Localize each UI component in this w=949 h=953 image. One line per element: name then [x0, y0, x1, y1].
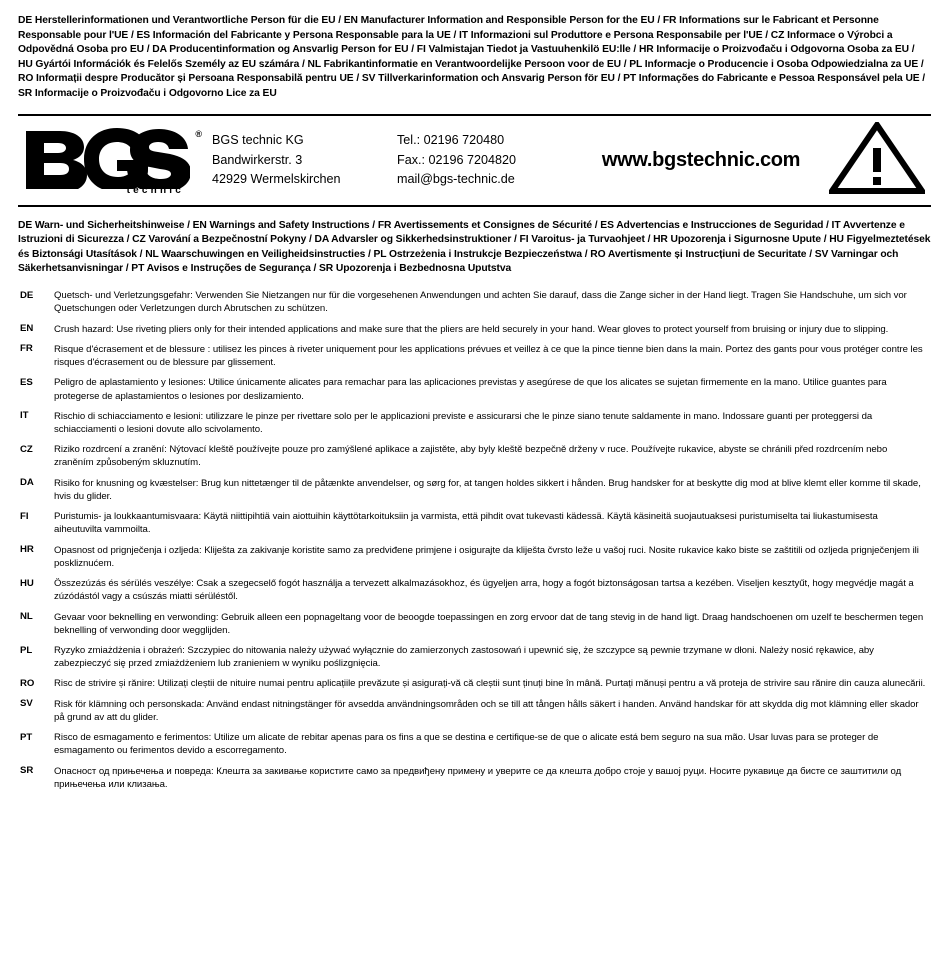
company-city: 42929 Wermelskirchen	[212, 171, 341, 186]
company-name: BGS technic KG	[212, 133, 304, 148]
warning-language-code: SV	[20, 698, 33, 710]
warning-row	[18, 611, 931, 637]
warning-language-code: NL	[20, 611, 33, 623]
warning-text: Risk för klämning och personskada: Använd endast nitningstänger för avsedda användningsområden och se till att tången hålls säkert i handen. Använd handskar för att skydda dig mot klämning eller skador på grund av att du glider.	[54, 698, 919, 723]
warning-row	[18, 577, 931, 603]
warning-text: Опасност од прињечења и повреда: Клешта за закивање користите само за предвиђену примену и уверите се да клешта добро стоје у вашој руци. Носите рукавице да бисте се заштитили од прињечења или клизања.	[54, 765, 902, 790]
warning-text: Összezúzás és sérülés veszélye: Csak a szegecselő fogót használja a tervezett alkalmazásokhoz, és ügyeljen arra, hogy a fogót biztonságosan tartsa a kezében. Viseljen kesztyűt, hogy megvédje magát a zúzódástól vagy a csúszás miatti sérüléstől.	[54, 578, 914, 603]
warning-row	[18, 410, 931, 436]
company-street: Bandwirkerstr. 3	[212, 152, 303, 167]
warning-row	[18, 477, 931, 503]
warning-language-code: PL	[20, 644, 33, 656]
warning-language-code: HR	[20, 544, 34, 556]
warning-text: Peligro de aplastamiento y lesiones: Utilice únicamente alicates para remachar para las aplicaciones previstas y asegúrese de que los alicates se sujetan firmemente en la mano. Utilice guantes para protegerse de aplastamientos o lesiones por deslizamiento.	[54, 377, 887, 402]
bgs-logo	[18, 127, 212, 194]
warning-language-code: FI	[20, 510, 29, 522]
warning-triangle-icon	[815, 122, 931, 199]
warning-text: Risiko for knusning og kvæstelser: Brug kun nittetænger til de påtænkte anvendelser, og sørg for, at tangen holdes sikkert i hånden. Brug handsker for at beskytte dig mod at blive klemt eller komme til skade, hvis du glider.	[54, 477, 921, 502]
company-contact	[397, 131, 587, 188]
bgs-logo-icon	[22, 127, 190, 189]
company-email: mail@bgs-technic.de	[397, 171, 515, 186]
warning-text: Rischio di schiacciamento e lesioni: utilizzare le pinze per rivettare solo per le applicazioni previste e assicurarsi che le pinze siano tenute saldamente in mano. Indossare guanti per proteggersi da schiacciamenti o lesioni dovute allo scivolamento.	[54, 410, 873, 435]
warning-text: Riziko rozdrcení a zranění: Nýtovací kleště používejte pouze pro zamýšlené aplikace a zajistěte, aby byly kleště bezpečně drženy v ruce. Používejte rukavice, abyste se chránili před rozdrcením nebo zraněním způsobeným skluznutím.	[54, 444, 888, 469]
warning-row	[18, 343, 931, 369]
warning-row	[18, 731, 931, 757]
company-address	[212, 131, 397, 188]
warning-language-code: FR	[20, 343, 33, 355]
warning-language-code: IT	[20, 410, 29, 422]
warning-row	[18, 765, 931, 791]
warning-language-code: CZ	[20, 443, 33, 455]
warning-language-code: EN	[20, 323, 34, 335]
warning-language-code: RO	[20, 677, 35, 689]
registered-trademark-icon: ®	[195, 128, 202, 139]
manufacturer-info-heading: DE Herstellerinformationen und Verantwortliche Person für die EU / EN Manufacturer Information and Responsible Person for the EU / FR Informations sur le Fabricant et Personne Responsable pour l'UE / ES Información del Fabricante y Persona Responsable para la UE / IT Informazioni sul Produttore e Persona Responsabile per l'UE / CZ Informace o Výrobci a Odpovědná Osoba pro EU / DA Producentinformation og Ansvarlig Person for EU / FI Valmistajan Tiedot ja Vastuuhenkilö EU:lle / HR Informacije o Proizvođaču i Odgovorna Osoba za EU / HU Gyártói Információk és Felelős Személy az EU számára / NL Fabrikantinformatie en Verantwoordelijke Persoon voor de EU / PL Informacje o Producencie i Osoba Odpowiedzialna za UE / RO Informații despre Producător și Persoana Responsabilă pentru UE / SV Tillverkarinformation och Ansvarig Person för EU / PT Informações do Fabricante e Pessoa Responsável pela UE / SR Informacije o Proizvođaču i Odgovorno Lice za EU	[18, 15, 926, 100]
warning-text: Ryzyko zmiażdżenia i obrażeń: Szczypiec do nitowania należy używać wyłącznie do zamierzonych zastosowań i upewnić się, że szczypce są pewnie trzymane w dłoni. Należy nosić rękawice, aby zabezpieczyć się przed zmiażdżeniem lub zranieniem w wyniku poślizgnięcia.	[54, 645, 874, 670]
warnings-list	[18, 289, 931, 791]
warning-text: Risco de esmagamento e ferimentos: Utilize um alicate de rebitar apenas para os fins a que se destina e certifique-se de que o alicate está bem seguro na sua mão. Usar luvas para se proteger de esmagamento ou ferimentos devido a escorregamento.	[54, 732, 879, 757]
warning-row	[18, 644, 931, 670]
warning-row	[18, 544, 931, 570]
warning-language-code: HU	[20, 577, 34, 589]
warning-text: Risc de strivire și rănire: Utilizați cleștii de nituire numai pentru aplicațiile prevăzute și asigurați-vă că cleștii sunt ținuți bine în mână. Purtați mănuși pentru a vă proteja de strivire sau rănire din cauza alunecării.	[54, 678, 926, 690]
company-info-band	[18, 114, 931, 207]
warning-row	[18, 323, 931, 336]
warning-text: Opasnost od prignječenja i ozljeda: Kliješta za zakivanje koristite samo za predviđene primjene i osigurajte da kliješta čvrsto leže u vašoj ruci. Nosite rukavice kako biste se zaštitili od ozljeda prignječenjem ili poskliznućem.	[54, 544, 919, 569]
warning-row	[18, 510, 931, 536]
warning-language-code: SR	[20, 765, 34, 777]
warning-row	[18, 376, 931, 402]
warning-row	[18, 289, 931, 315]
warning-text: Risque d'écrasement et de blessure : utilisez les pinces à riveter uniquement pour les applications prévues et veillez à ce que la pince tienne bien dans la main. Portez des gants pour vous protéger contre les risques d'écrasement ou de blessure par glissement.	[54, 343, 923, 369]
warning-language-code: ES	[20, 376, 33, 388]
warning-row	[18, 443, 931, 469]
bgs-logo-subtitle: technic	[126, 184, 184, 196]
warning-text: Puristumis- ja loukkaantumisvaara: Käytä niittipihtiä vain aiottuihin käyttötarkoituksiin ja varmista, että pihdit ovat tukevasti kädessä. Käytä käsineitä suojautuaksesi puristumiselta tai liukastumisesta aiheutuvilta vammoilta.	[54, 511, 878, 536]
warnings-heading: DE Warn- und Sicherheitshinweise / EN Warnings and Safety Instructions / FR Avertissements et Consignes de Sécurité / ES Advertencias e Instrucciones de Seguridad / IT Avvertenze e Istruzioni di Sicurezza / CZ Varování a Bezpečnostní Pokyny / DA Advarsler og Sikkerhedsinstruktioner / FI Varoitus- ja Turvaohjeet / HR Upozorenja i Sigurnosne Upute / HU Figyelmeztetések és Biztonsági Utasítások / NL Waarschuwingen en Veiligheidsinstructies / PL Ostrzeżenia i Instrukcje Bezpieczeństwa / RO Avertismente și Instrucțiuni de Securitate / SV Varningar och Säkerhetsanvisningar / PT Avisos e Instruções de Segurança / SR Upozorenja i Bezbednosna Uputstva	[18, 219, 931, 275]
warning-language-code: DE	[20, 289, 34, 301]
warning-row	[18, 698, 931, 724]
company-telephone: Tel.: 02196 720480	[397, 133, 505, 148]
warning-text: Gevaar voor beknelling en verwonding: Gebruik alleen een popnageltang voor de beoogde toepassingen en zorg ervoor dat de tang stevig in de hand ligt. Draag handschoenen om uzelf te beschermen tegen beknelling of verwonding door wegglijden.	[54, 611, 924, 636]
company-fax: Fax.: 02196 7204820	[397, 152, 517, 167]
warning-text: Quetsch- und Verletzungsgefahr: Verwenden Sie Nietzangen nur für die vorgesehenen Anwendungen und achten Sie darauf, dass die Zange sicher in der Hand liegt. Tragen Sie Handschuhe, um sich vor Quetschungen oder Verletzungen durch Abrutschen zu schützen.	[54, 290, 907, 315]
warning-triangle-glyph	[829, 122, 925, 194]
warning-row	[18, 677, 931, 690]
warning-language-code: DA	[20, 477, 34, 489]
warning-language-code: PT	[20, 731, 33, 743]
company-website: www.bgstechnic.com	[601, 148, 801, 171]
warning-text: Crush hazard: Use riveting pliers only for their intended applications and make sure that the pliers are held securely in your hand. Wear gloves to protect yourself from bruising or injury due to slipping.	[54, 323, 889, 335]
